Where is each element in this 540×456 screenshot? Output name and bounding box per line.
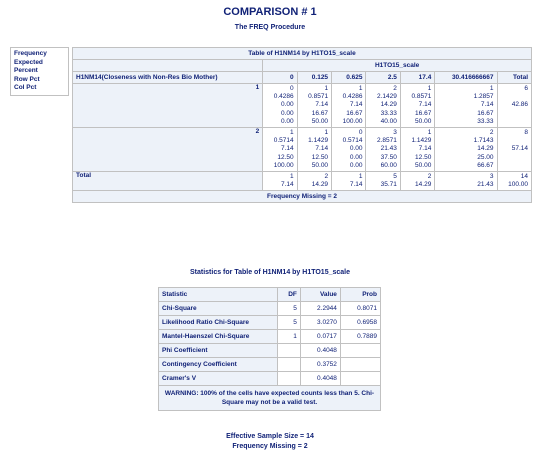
cell-value: 7.14	[349, 101, 363, 109]
stats-row	[159, 330, 381, 344]
cell-value: 50.00	[311, 117, 329, 125]
cell-value: 1	[290, 173, 294, 181]
table-cell	[435, 128, 497, 172]
cell-value: 0.00	[280, 109, 294, 117]
cell-value: 14	[520, 173, 528, 181]
cell-value: 33.33	[477, 117, 494, 125]
cell-value: 100.00	[342, 117, 363, 125]
table-cell	[400, 84, 434, 128]
cell-value: 0.4286	[273, 93, 294, 101]
statistic-name: Phi Coefficient	[159, 344, 278, 358]
column-header: 0.625	[332, 72, 366, 84]
stats-row	[159, 358, 381, 372]
table-cell	[332, 172, 366, 191]
cell-value: 60.00	[380, 161, 397, 169]
cell-value: 7.14	[280, 181, 294, 189]
cell-value	[501, 162, 528, 170]
cell-value: 0	[358, 129, 363, 137]
cell-value: 5	[393, 173, 397, 181]
cell-value: 0.5714	[342, 137, 363, 145]
cell-value: 7.14	[480, 101, 494, 109]
legend-item: Row Pct	[14, 75, 40, 83]
statistic-value: 0.4048	[300, 344, 340, 358]
cell-value: 1	[427, 85, 432, 92]
column-header: 30.416666667	[435, 72, 497, 84]
table-cell	[435, 84, 497, 128]
row-variable: H1NM14(Closeness with Non-Res Bio Mother)	[73, 72, 263, 84]
procedure-title: The FREQ Procedure	[234, 24, 306, 31]
cell-value: 14.29	[380, 101, 397, 109]
table-cell	[297, 84, 331, 128]
cell-value: 8	[524, 129, 528, 137]
column-header-row	[73, 72, 532, 84]
table-row	[73, 128, 532, 172]
total-label: Total	[73, 172, 263, 191]
column-variable: H1TO15_scale	[263, 60, 532, 72]
cell-value: 57.14	[511, 145, 528, 153]
cell-value: 7.14	[418, 101, 432, 109]
cell-value: 14.29	[311, 181, 329, 189]
cell-value: 100.00	[273, 161, 294, 169]
statistic-value: 0.4048	[300, 372, 340, 386]
cell-value: 1	[358, 85, 363, 92]
cell-value: 2	[427, 173, 432, 181]
cell-value: 2	[324, 173, 329, 181]
cell-value: 1.1429	[308, 137, 329, 145]
cell-value: 33.33	[380, 109, 397, 117]
statistic-value: 3.0270	[300, 316, 340, 330]
statistic-value	[277, 358, 300, 372]
stats-header: Statistic	[159, 288, 278, 302]
legend-item: Col Pct	[14, 84, 37, 91]
legend-item: Expected	[14, 58, 43, 66]
cell-value	[501, 110, 528, 118]
table-cell	[263, 172, 297, 191]
row-label: 1	[73, 84, 263, 128]
row-label: 2	[73, 128, 263, 172]
table-cell	[435, 172, 497, 191]
statistic-value: 0.0717	[300, 330, 340, 344]
total-row	[73, 172, 532, 191]
table-row	[73, 84, 532, 128]
cell-value: 21.43	[380, 145, 397, 153]
cell-value: 1	[324, 129, 329, 137]
table-cell	[366, 172, 400, 191]
column-header: 0.125	[297, 72, 331, 84]
table-cell	[400, 128, 434, 172]
stats-row	[159, 302, 381, 316]
statistic-value	[277, 372, 300, 386]
legend-item: Frequency	[14, 50, 47, 57]
cell-value	[501, 137, 528, 145]
cell-value: 42.86	[511, 101, 528, 109]
cell-value: 7.14	[418, 145, 432, 153]
cell-value: 0.00	[349, 145, 363, 153]
table-cell	[497, 172, 531, 191]
statistic-value: 1	[277, 330, 300, 344]
statistic-value: 5	[277, 302, 300, 316]
cell-value: 0.00	[280, 101, 294, 109]
table-cell	[400, 172, 434, 191]
table-cell	[497, 128, 531, 172]
stats-row	[159, 316, 381, 330]
frequency-missing-footer: Frequency Missing = 2	[232, 443, 308, 450]
crosstab-caption: Table of H1NM14 by H1TO15_scale	[73, 48, 532, 60]
cell-value: 35.71	[380, 181, 397, 189]
cell-value: 50.00	[311, 161, 329, 169]
table-cell	[497, 84, 531, 128]
cell-value: 25.00	[477, 153, 494, 161]
cell-value: 2	[489, 129, 494, 137]
stats-title: Statistics for Table of H1NM14 by H1TO15_scale	[189, 269, 351, 276]
stats-row	[159, 344, 381, 358]
cell-value: 0	[290, 85, 294, 92]
table-cell	[332, 84, 366, 128]
cell-value: 12.50	[415, 153, 432, 161]
statistic-value	[340, 372, 380, 386]
cell-value: 7.14	[280, 145, 294, 153]
statistics-table	[158, 287, 381, 411]
column-header: 0	[263, 72, 297, 84]
cell-value: 100.00	[508, 181, 528, 189]
page-title: COMPARISON # 1	[223, 6, 317, 18]
cell-value: 0.5714	[273, 137, 294, 145]
statistic-name: Chi-Square	[159, 302, 278, 316]
cell-value: 2.1429	[377, 93, 397, 101]
cell-value: 7.14	[349, 181, 363, 189]
corner-cell	[73, 60, 263, 72]
cell-value: 1	[489, 85, 494, 92]
statistic-value	[277, 344, 300, 358]
statistic-name: Contingency Coefficient	[159, 358, 278, 372]
cell-value: 0.8571	[308, 93, 329, 101]
cell-value: 6	[524, 85, 528, 92]
cell-value: 3	[393, 129, 397, 137]
table-cell	[263, 84, 297, 128]
cell-value: 1	[290, 129, 294, 137]
column-header: 17.4	[400, 72, 434, 84]
cell-value: 1.7143	[473, 137, 494, 145]
cell-value: 7.14	[315, 145, 329, 153]
cell-value: 37.50	[380, 153, 397, 161]
statistic-value: 0.6958	[340, 316, 380, 330]
table-cell	[297, 128, 331, 172]
cell-value: 0.00	[280, 117, 294, 125]
table-cell	[366, 128, 400, 172]
cell-value: 3	[489, 173, 494, 181]
cell-value: 16.67	[346, 109, 363, 117]
cell-value	[501, 118, 528, 126]
statistic-value: 0.3752	[300, 358, 340, 372]
table-cell	[297, 172, 331, 191]
cell-value: 0.4286	[342, 93, 363, 101]
cell-value: 12.50	[277, 153, 294, 161]
stats-header: Value	[300, 288, 340, 302]
cell-value: 16.67	[477, 109, 494, 117]
cell-value: 66.67	[477, 161, 494, 169]
cell-value: 1.2857	[473, 93, 494, 101]
statistic-name: Likelihood Ratio Chi-Square	[159, 316, 278, 330]
cell-value: 2.8571	[377, 137, 397, 145]
cell-value: 40.00	[380, 117, 397, 125]
statistic-name: Mantel-Haenszel Chi-Square	[159, 330, 278, 344]
statistic-value: 0.8071	[340, 302, 380, 316]
statistic-value: 5	[277, 316, 300, 330]
table-cell	[366, 84, 400, 128]
effective-sample-size: Effective Sample Size = 14	[226, 433, 314, 440]
crosstab-table	[72, 47, 532, 203]
statistic-name: Cramer's V	[159, 372, 278, 386]
column-header: 2.5	[366, 72, 400, 84]
statistic-value: 0.7889	[340, 330, 380, 344]
table-cell	[263, 128, 297, 172]
cell-value: 7.14	[315, 101, 329, 109]
statistic-value	[340, 344, 380, 358]
cell-value: 16.67	[415, 109, 432, 117]
cell-value: 12.50	[311, 153, 329, 161]
legend-item: Percent	[14, 67, 38, 74]
cell-value: 50.00	[415, 117, 432, 125]
stats-row	[159, 372, 381, 386]
chi-square-warning: WARNING: 100% of the cells have expected counts less than 5. Chi-Square may not be a valid test.	[159, 386, 381, 411]
table-cell	[332, 128, 366, 172]
column-header: Total	[497, 72, 531, 84]
cell-value: 14.29	[415, 181, 432, 189]
stats-header: Prob	[340, 288, 380, 302]
cell-value: 50.00	[415, 161, 432, 169]
cell-value: 1	[324, 85, 329, 92]
frequency-missing: Frequency Missing = 2	[73, 191, 532, 203]
cell-value: 1.1429	[411, 137, 432, 145]
statistic-value: 2.2944	[300, 302, 340, 316]
cell-value	[501, 154, 528, 162]
cell-value: 21.43	[477, 181, 494, 189]
cell-value: 0.8571	[411, 93, 432, 101]
statistic-value	[340, 358, 380, 372]
cell-value: 1	[358, 173, 363, 181]
cell-value: 0.00	[349, 161, 363, 169]
cell-value: 2	[393, 85, 397, 92]
stats-header: DF	[277, 288, 300, 302]
cell-value: 14.29	[477, 145, 494, 153]
cell-contents-legend	[10, 47, 69, 96]
cell-value: 1	[427, 129, 432, 137]
cell-value: 16.67	[311, 109, 329, 117]
cell-value: 0.00	[349, 153, 363, 161]
cell-value	[501, 93, 528, 101]
